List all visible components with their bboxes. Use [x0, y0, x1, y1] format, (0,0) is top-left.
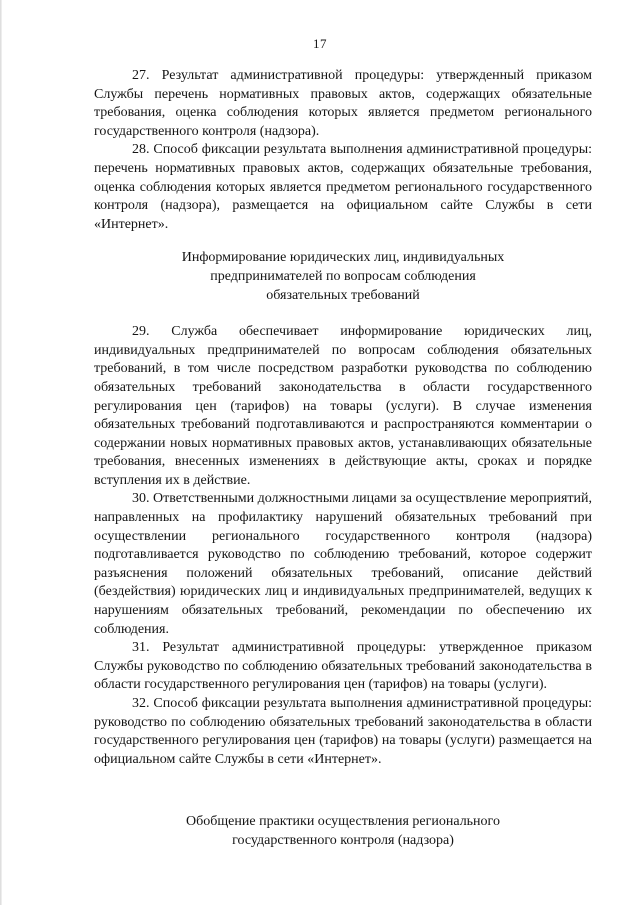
paragraph-32: 32. Способ фиксации результата выполнения административной процедуры: руководство по соблюдению обязательных требований законодательства в области государственного регулирования цен (тарифов) на товары (услуги) размещается на официальном сайте Службы в сети «Интернет».: [94, 696, 592, 767]
scan-edge: [0, 0, 2, 905]
heading-line: обязательных требований: [266, 287, 420, 303]
heading-line: Обобщение практики осуществления регионального: [186, 814, 500, 830]
paragraph-28: 28. Способ фиксации результата выполнения административной процедуры: перечень нормативных правовых актов, содержащих обязательные требования, оценка соблюдения которых является предметом регионального государственного контроля (надзора), размещается на официальном сайте Службы в сети «Интернет».: [94, 142, 592, 232]
heading-line: Информирование юридических лиц, индивидуальных: [181, 250, 505, 266]
paragraph-29: 29. Служба обеспечивает информирование юридических лиц, индивидуальных предпринимателей по вопросам соблюдения обязательных требований, в том числе посредством разработки руководства по соблюдению обязательных требований законодательства в области государственного регулирования цен (тарифов) на товары (услуги). В случае изменения обязательных требований подготавливаются и распространяются комментарии о содержании новых нормативных правовых актов, устанавливающих обязательные требования, внесенных изменениях в действующие акты, сроках и порядке вступления их в действие.: [94, 324, 592, 488]
document-body: [94, 67, 592, 851]
page-number: 17: [313, 36, 327, 51]
paragraph-27: 27. Результат административной процедуры: утвержденный приказом Службы перечень нормативных правовых актов, содержащих обязательные требования, оценка соблюдения которых является предметом регионального государственного контроля (надзора).: [94, 68, 592, 139]
heading-line: государственного контроля (надзора): [232, 832, 454, 848]
section-heading-practice: [94, 813, 592, 850]
heading-line: предпринимателей по вопросам соблюдения: [210, 268, 476, 284]
section-heading-informing: [94, 249, 592, 305]
paragraph-30: 30. Ответственными должностными лицами за осуществление мероприятий, направленных на профилактику нарушений обязательных требований при осуществлении регионального государственного контроля (надзора) подготавливается руководство по соблюдению требований, которое содержит разъяснения положений обязательных требований, описание действий (бездействия) юридических лиц и индивидуальных предпринимателей, ведущих к нарушениям обязательных требований, рекомендации по обеспечению их соблюдения.: [94, 491, 592, 637]
paragraph-31: 31. Результат административной процедуры: утвержденное приказом Службы руководство по соблюдению обязательных требований законодательства в области государственного регулирования цен (тарифов) на товары (услуги).: [94, 640, 592, 693]
